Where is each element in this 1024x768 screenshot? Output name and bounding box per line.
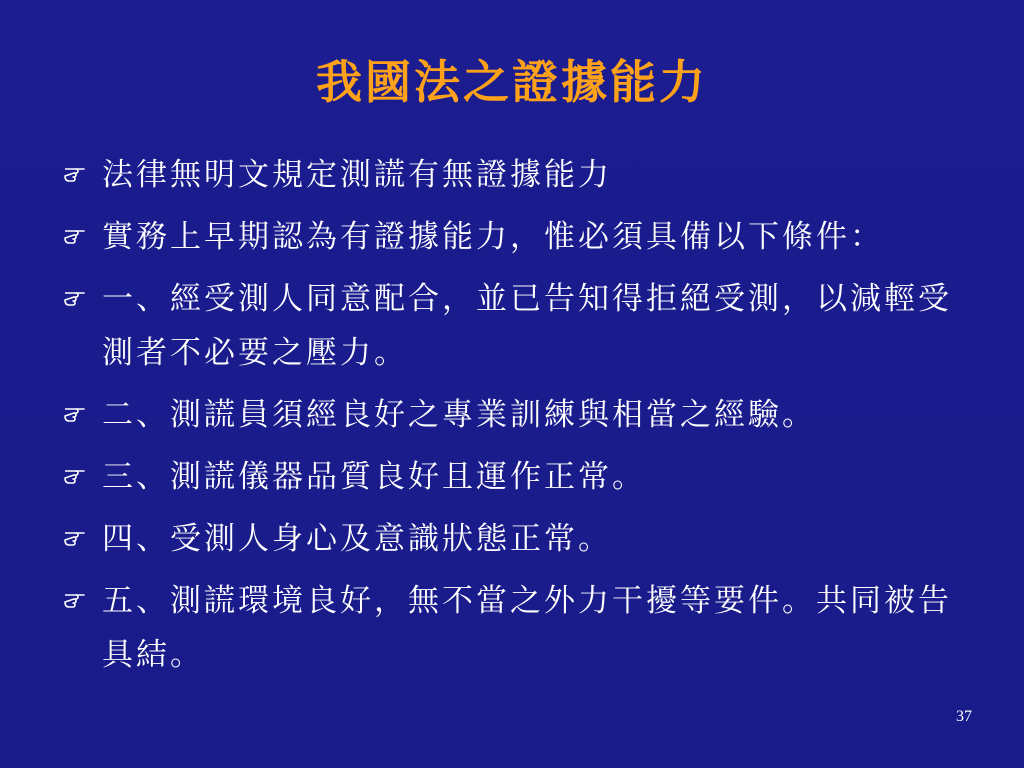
bullet-text: 四、受測人身心及意識狀態正常。: [102, 521, 612, 557]
bullet-item: [58, 210, 958, 264]
bullet-text: 一、經受測人同意配合，並已告知得拒絕受測，以減輕受測者不必要之壓力。: [102, 281, 952, 371]
pointing-hand-icon: [62, 462, 88, 488]
slide-title: 我國法之證據能力: [316, 55, 708, 109]
bullet-item: [58, 512, 958, 566]
bullet-item: [58, 388, 958, 442]
pointing-hand-icon: [62, 586, 88, 612]
bullet-text: 實務上早期認為有證據能力，惟必須具備以下條件：: [102, 219, 884, 255]
pointing-hand-icon: [62, 222, 88, 248]
bullet-item: [58, 272, 958, 380]
bullet-text: 法律無明文規定測謊有無證據能力: [102, 157, 612, 193]
bullet-item: [58, 148, 958, 202]
pointing-hand-icon: [62, 524, 88, 550]
bullet-text: 五、測謊環境良好，無不當之外力干擾等要件。共同被告具結。: [102, 583, 952, 673]
bullet-list: [58, 148, 958, 690]
bullet-item: [58, 574, 958, 682]
bullet-item: [58, 450, 958, 504]
pointing-hand-icon: [62, 400, 88, 426]
page-number: 37: [956, 708, 972, 725]
bullet-text: 二、測謊員須經良好之專業訓練與相當之經驗。: [102, 397, 816, 433]
bullet-text: 三、測謊儀器品質良好且運作正常。: [102, 459, 646, 495]
pointing-hand-icon: [62, 160, 88, 186]
pointing-hand-icon: [62, 284, 88, 310]
